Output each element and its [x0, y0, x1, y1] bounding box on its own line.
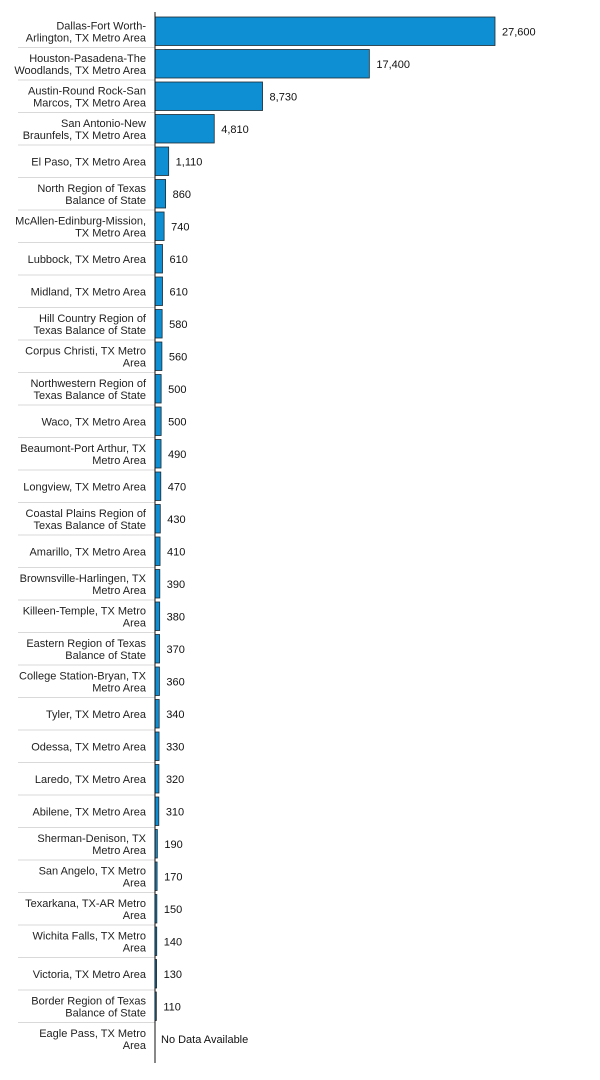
bar — [155, 472, 161, 501]
bar — [155, 375, 161, 404]
bar — [155, 212, 164, 241]
value-label: 17,400 — [376, 58, 411, 71]
bar — [155, 537, 160, 566]
bar — [155, 115, 214, 144]
category-label: Killeen-Temple, TX Metro Area — [22, 605, 146, 630]
category-label: College Station-Bryan, TX Metro Area — [19, 670, 146, 695]
bar — [155, 635, 160, 664]
bar — [155, 180, 166, 209]
bar — [155, 82, 263, 111]
category-label: San Angelo, TX Metro Area — [38, 865, 146, 890]
category-label: Sherman-Denison, TX Metro Area — [37, 832, 146, 857]
value-label: 580 — [169, 318, 188, 331]
value-label: 410 — [167, 546, 186, 559]
category-label: Brownsville-Harlingen, TX Metro Area — [19, 572, 146, 597]
category-label: Victoria, TX Metro Area — [32, 968, 146, 981]
bar — [155, 505, 160, 534]
bar — [155, 765, 159, 794]
value-label: 190 — [164, 838, 183, 851]
value-label: 320 — [165, 773, 185, 786]
category-label: Eagle Pass, TX Metro Area — [39, 1027, 146, 1052]
value-label: 860 — [172, 188, 191, 201]
value-label: 560 — [168, 351, 188, 364]
value-label: 27,600 — [502, 26, 536, 39]
category-label: Wichita Falls, TX Metro Area — [32, 930, 146, 955]
category-label: Dallas-Fort Worth-Arlington, TX Metro Area — [25, 20, 146, 45]
category-label: Corpus Christi, TX Metro Area — [25, 345, 146, 370]
value-label: 330 — [166, 741, 185, 754]
chart-rows — [14, 17, 535, 1052]
category-label: Northwestern Region of Texas Balance of State — [30, 377, 146, 402]
category-label: Odessa, TX Metro Area — [31, 741, 146, 754]
bar — [155, 602, 160, 631]
category-label: El Paso, TX Metro Area — [31, 156, 146, 169]
category-label: McAllen-Edinburg-Mission, TX Metro Area — [15, 215, 146, 240]
value-label: 610 — [169, 253, 188, 266]
category-label: Amarillo, TX Metro Area — [29, 546, 146, 559]
bar — [155, 50, 369, 79]
value-label: 380 — [166, 611, 186, 624]
no-data-label: No Data Available — [161, 1033, 249, 1046]
value-label: 140 — [163, 936, 183, 949]
category-label: Border Region of Texas Balance of State — [31, 995, 146, 1020]
category-label: Texarkana, TX-AR Metro Area — [25, 897, 146, 922]
bar — [155, 667, 159, 696]
category-label: Tyler, TX Metro Area — [45, 708, 146, 721]
category-label: San Antonio-New Braunfels, TX Metro Area — [22, 117, 146, 142]
category-label: Laredo, TX Metro Area — [34, 773, 146, 786]
value-label: 1,110 — [175, 156, 203, 169]
bar — [155, 342, 162, 371]
bar — [155, 310, 162, 339]
value-label: 360 — [166, 676, 185, 689]
value-label: 110 — [163, 1001, 181, 1014]
value-label: 150 — [163, 903, 183, 916]
bar — [155, 700, 159, 729]
bar — [155, 732, 159, 761]
value-label: 310 — [165, 806, 185, 819]
value-label: 130 — [163, 968, 182, 981]
value-label: 8,730 — [269, 91, 298, 104]
category-label: Eastern Region of Texas Balance of State — [26, 637, 146, 662]
bar — [155, 245, 163, 274]
value-label: 490 — [168, 448, 187, 461]
category-label: Abilene, TX Metro Area — [32, 806, 146, 819]
bar — [155, 407, 161, 436]
category-label: Houston-Pasadena-The Woodlands, TX Metro Area — [14, 52, 146, 77]
bar — [155, 440, 161, 469]
value-label: 430 — [167, 513, 186, 526]
category-label: Lubbock, TX Metro Area — [27, 253, 146, 266]
category-label: Waco, TX Metro Area — [41, 416, 146, 429]
value-label: 370 — [166, 643, 185, 656]
value-label: 610 — [169, 286, 188, 299]
value-label: 340 — [166, 708, 185, 721]
category-label: Coastal Plains Region of Texas Balance of State — [25, 507, 146, 532]
value-label: 170 — [164, 871, 183, 884]
category-label: Austin-Round Rock-San Marcos, TX Metro Area — [27, 85, 146, 110]
value-label: 390 — [166, 578, 186, 591]
value-label: 500 — [168, 416, 187, 429]
value-label: 470 — [167, 481, 187, 494]
bar — [155, 17, 495, 46]
bar — [155, 277, 163, 306]
category-label: Hill Country Region of Texas Balance of State — [33, 312, 146, 337]
category-label: Midland, TX Metro Area — [30, 286, 146, 299]
bar — [155, 147, 169, 176]
value-label: 740 — [171, 221, 190, 234]
bar — [155, 570, 160, 599]
value-label: 4,810 — [221, 123, 249, 136]
bar — [155, 797, 159, 826]
category-label: Longview, TX Metro Area — [23, 481, 146, 494]
category-label: North Region of Texas Balance of State — [37, 182, 146, 207]
value-label: 500 — [168, 383, 187, 396]
category-label: Beaumont-Port Arthur, TX Metro Area — [20, 442, 146, 467]
